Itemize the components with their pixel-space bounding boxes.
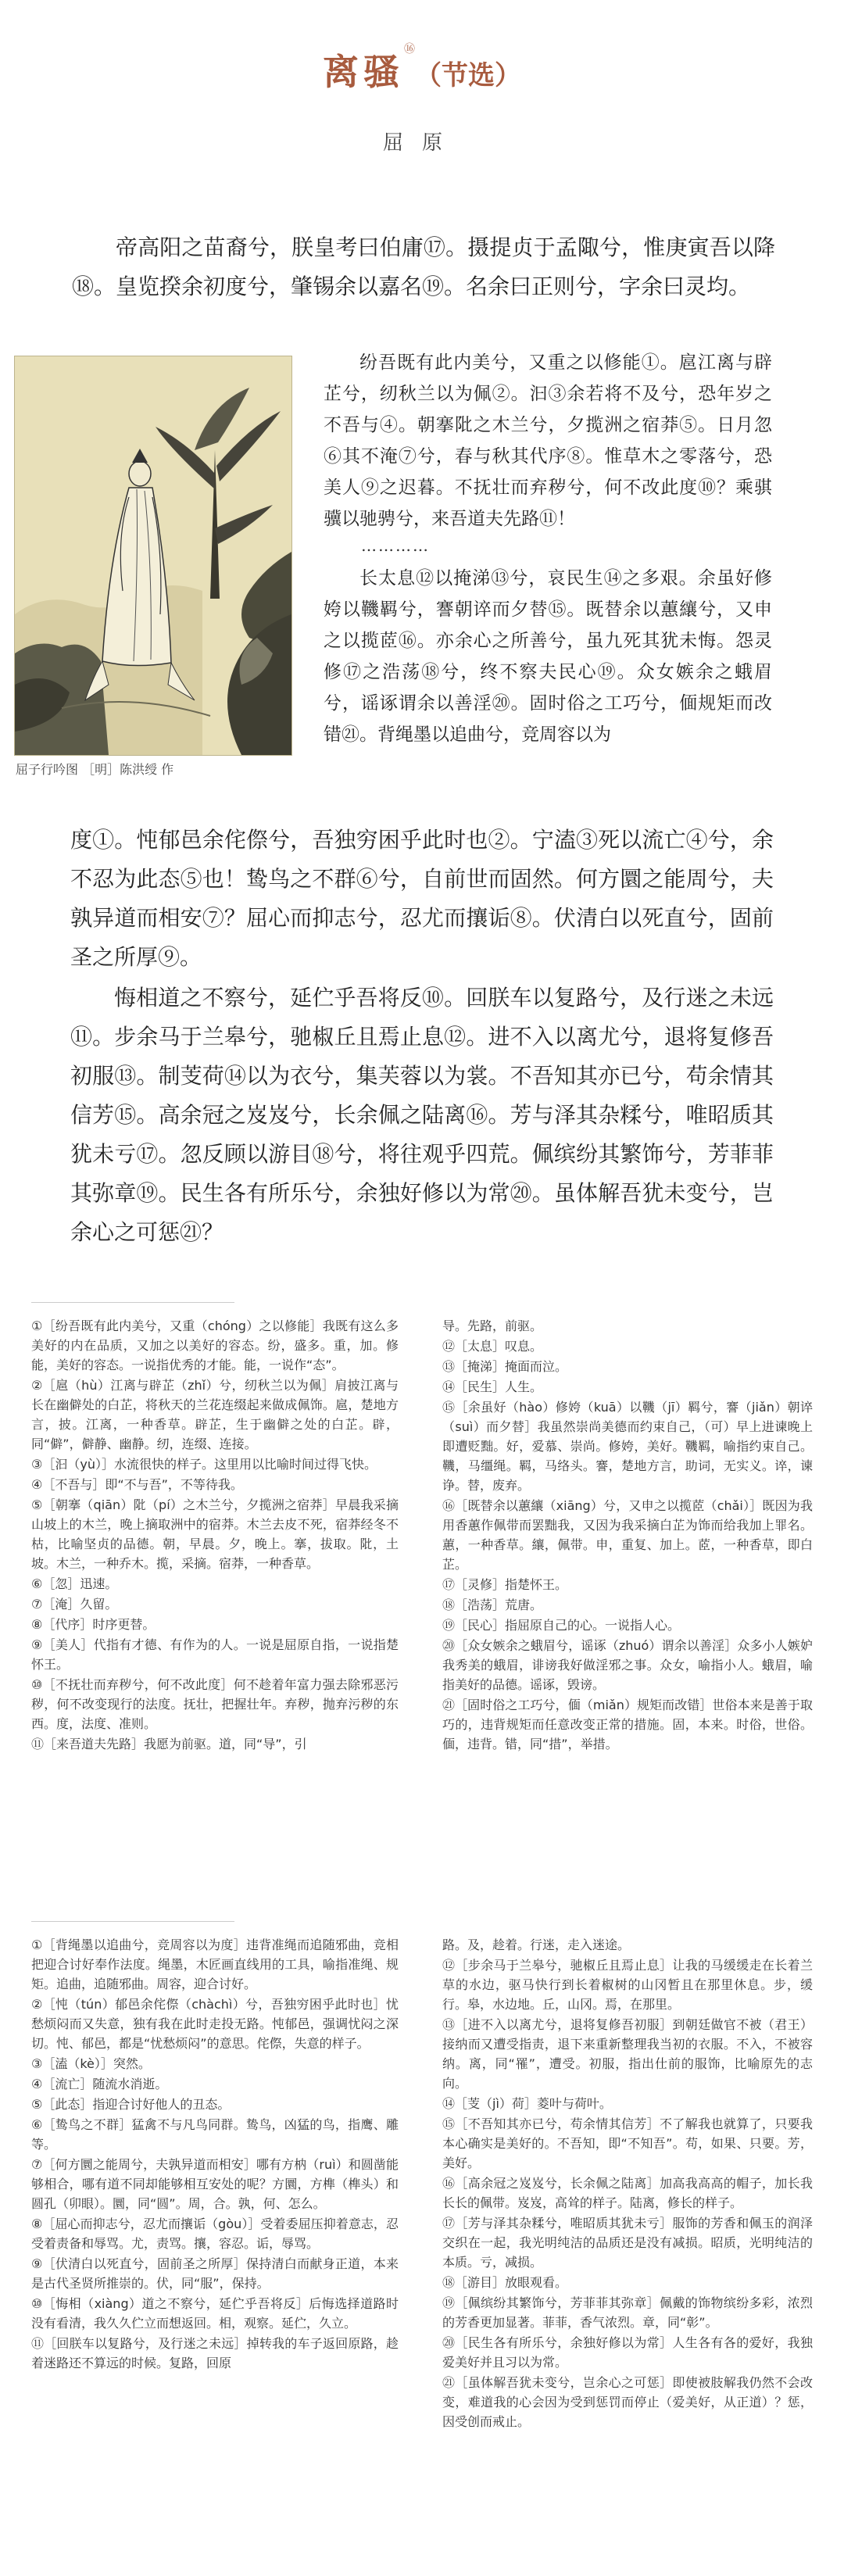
note-item: ⑯［高余冠之岌岌兮，长余佩之陆离］加高我高高的帽子，加长我长长的佩带。岌岌，高耸的样子。陆离，修长的样子。	[442, 2176, 813, 2210]
note-item: ②［扈（hù）江离与辟芷（zhǐ）兮，纫秋兰以为佩］肩披江离与长在幽僻处的白芷，将秋天的兰花连缀起来做成佩饰。扈，楚地方言，披。江离，一种香草。辟芷，生于幽僻之处的白芷。辟，同“僻”，僻静、幽静。纫，连缀、连接。	[31, 1378, 399, 1451]
note-item: ⑥［鸷鸟之不群］猛禽不与凡鸟同群。鸷鸟，凶猛的鸟，指鹰、雕等。	[31, 2117, 399, 2152]
note-item: ⑤［朝搴（qiān）阰（pí）之木兰兮，夕揽洲之宿莽］早晨我采摘山坡上的木兰，晚上摘取洲中的宿莽。木兰去皮不死，宿莽经冬不枯，比喻坚贞的品德。朝，早晨。夕，晚上。搴，拔取。阰，土坡。木兰，一种乔木。揽，采摘。宿莽，一种香草。	[31, 1497, 399, 1571]
note-item: ⑪［来吾道夫先路］我愿为前驱。道，同“导”，引	[31, 1737, 307, 1751]
note-item: ⑩［不抚壮而弃秽兮，何不改此度］何不趁着年富力强去除邪恶污秽，何不改变现行的法度。抚壮，把握壮年。弃秽，抛弃污秽的东西。度，法度、准则。	[31, 1677, 399, 1731]
poem-paragraph-1: 帝高阳之苗裔兮，朕皇考曰伯庸⑰。摄提贞于孟陬兮，惟庚寅吾以降⑱。皇览揆余初度兮，肇锡余以嘉名⑲。名余曰正则兮，字余曰灵均。	[72, 234, 775, 299]
note-item: ①［背绳墨以追曲兮，竞周容以为度］违背准绳而追随邪曲，竞相把迎合讨好奉作法度。绳墨，木匠画直线用的工具，喻指准绳、规矩。追曲，追随邪曲。周容，迎合讨好。	[31, 1937, 399, 1991]
note-item: ③［溘（kè）］突然。	[31, 2056, 151, 2071]
note-item: ⑩［悔相（xiàng）道之不察兮，延伫乎吾将反］后悔选择道路时没有看清，我久久伫立而想返回。相，观察。延伫，久立。	[31, 2296, 399, 2331]
title-main: 离骚	[323, 51, 404, 93]
title-subtitle: （节选）	[415, 60, 521, 91]
notes-1-right	[442, 1316, 813, 1755]
notes-1-left	[31, 1316, 399, 1755]
note-item: ⑭［芰（jì）荷］菱叶与荷叶。	[442, 2096, 612, 2111]
note-item: ④［不吾与］即“不与吾”，不等待我。	[31, 1477, 243, 1492]
note-item: 导。先路，前驱。	[442, 1318, 543, 1333]
note-item: ⑤［此态］指迎合讨好他人的丑态。	[31, 2097, 231, 2112]
note-item: ⑳［民生各有所乐兮，余独好修以为常］人生各有各的爱好，我独爱美好并且习以为常。	[442, 2335, 813, 2370]
note-item: ⑪［回朕车以复路兮，及行迷之未远］掉转我的车子返回原路，趁着迷路还不算远的时候。复路，回原	[31, 2336, 399, 2370]
note-item: ⑦［何方圜之能周兮，夫孰异道而相安］哪有方枘（ruì）和圆凿能够相合，哪有道不同却能够相互安处的呢？方圜，方榫（榫头）和圆孔（卯眼）。圜，同“圆”。周，合。孰，何、怎么。	[31, 2157, 399, 2211]
note-item: ⑭［民生］人生。	[442, 1379, 543, 1394]
note-item: ⑰［灵修］指楚怀王。	[442, 1577, 568, 1592]
illustration-caption: 屈子行吟图 ［明］陈洪绶 作	[16, 762, 174, 777]
qu-yuan-painting-icon	[15, 356, 291, 755]
ellipsis: …………	[361, 536, 430, 555]
notes-2-left	[31, 1935, 399, 2374]
title-note-marker: ⑯	[404, 43, 415, 55]
note-item: ⑥［忽］迅速。	[31, 1576, 118, 1591]
poem-paragraph-3-start: 长太息⑫以掩涕⑬兮，哀民生⑭之多艰。余虽好修姱以鞿羁兮，謇朝谇而夕替⑮。既替余以蕙纕兮，又申之以揽茝⑯。亦余心之所善兮，虽九死其犹未悔。怨灵修⑰之浩荡⑱兮，终不察夫民心⑲。众女嫉余之蛾眉兮，谣诼谓余以善淫⑳。固时俗之工巧兮，偭规矩而改错㉑。背绳墨以追曲兮，竞周容以为	[324, 568, 772, 745]
note-item: ②［忳（tún）郁邑余侘傺（chàchì）兮，吾独穷困乎此时也］忧愁烦闷而又失意，独有我在此时走投无路。忳郁邑，强调忧闷之深切。忳、郁邑，都是“忧愁烦闷”的意思。侘傺，失意的样子。	[31, 1997, 399, 2051]
note-item: ⑬［进不入以离尤兮，退将复修吾初服］到朝廷做官不被（君王）接纳而又遭受指责，退下来重新整理我当初的衣服。不入，不被容纳。离，同“罹”，遭受。初服，指出仕前的服饰，比喻原先的志向。	[442, 2017, 813, 2091]
note-item: 路。及，趁着。行迷，走入迷途。	[442, 1937, 631, 1952]
notes-2-right	[442, 1935, 813, 2432]
note-item: ⑧［屈心而抑志兮，忍尤而攘诟（gòu）］受着委屈压抑着意志，忍受着责备和辱骂。尤，责骂。攘，容忍。诟，辱骂。	[31, 2216, 399, 2251]
note-item: ⑮［余虽好（hào）修姱（kuā）以鞿（jī）羁兮，謇（jiǎn）朝谇（suì）而夕替］我虽然崇尚美德而约束自己，（可）早上进谏晚上即遭贬黜。好，爱慕、崇尚。修姱，美好。鞿羁，喻指约束自己。鞿，马缰绳。羁，马络头。謇，楚地方言，助词，无实义。谇，谏诤。替，废弃。	[442, 1400, 813, 1493]
note-item: ⑬［掩涕］掩面而泣。	[442, 1359, 568, 1374]
note-item: ⑮［不吾知其亦已兮，苟余情其信芳］不了解我也就算了，只要我本心确实是美好的。不吾知，即“不知吾”。苟，如果、只要。芳，美好。	[442, 2116, 813, 2170]
note-item: ⑨［美人］代指有才德、有作为的人。一说是屈原自指，一说指楚怀王。	[31, 1637, 399, 1672]
author-name: 屈原	[382, 131, 461, 155]
note-item: ⑱［浩荡］荒唐。	[442, 1597, 543, 1612]
poem-paragraph-3-cont: 度①。忳郁邑余侘傺兮，吾独穷困乎此时也②。宁溘③死以流亡④兮，余不忍为此态⑤也！鸷鸟之不群⑥兮，自前世而固然。何方圜之能周兮，夫孰异道而相安⑦？屈心而抑志兮，忍尤而攘诟⑧。伏清白以死直兮，固前圣之所厚⑨。	[70, 827, 774, 970]
note-item: ㉑［虽体解吾犹未变兮，岂余心之可惩］即使被肢解我仍然不会改变，难道我的心会因为受到惩罚而停止（爱美好，从正道）？惩，因受创而戒止。	[442, 2375, 813, 2429]
poem-paragraph-4: 悔相道之不察兮，延伫乎吾将反⑩。回朕车以复路兮，及行迷之未远⑪。步余马于兰皋兮，驰椒丘且焉止息⑫。进不入以离尤兮，退将复修吾初服⑬。制芰荷⑭以为衣兮，集芙蓉以为裳。不吾知其亦已兮，苟余情其信芳⑮。高余冠之岌岌兮，长余佩之陆离⑯。芳与泽其杂糅兮，唯昭质其犹未亏⑰。忽反顾以游目⑱兮，将往观乎四荒。佩缤纷其繁饰兮，芳菲菲其弥章⑲。民生各有所乐兮，余独好修以为常⑳。虽体解吾犹未变兮，岂余心之可惩㉑？	[70, 985, 774, 1245]
note-item: ⑨［伏清白以死直兮，固前圣之所厚］保持清白而献身正道，本来是古代圣贤所推崇的。伏，同“服”，保持。	[31, 2256, 399, 2291]
note-item: ①［纷吾既有此内美兮，又重（chóng）之以修能］我既有这么多美好的内在品质，又加之以美好的容态。纷，盛多。重，加。修能，美好的容态。一说指优秀的才能。能，一说作“态”。	[31, 1318, 399, 1372]
note-item: ④［流亡］随流水消逝。	[31, 2077, 168, 2091]
note-item: ⑲［民心］指屈原自己的心。一说指人心。	[442, 1618, 681, 1633]
poem-title	[0, 44, 844, 95]
illustration-qu-yuan	[14, 356, 292, 756]
note-item: ⑯［既替余以蕙纕（xiāng）兮，又申之以揽茝（chǎi）］既因为我用香蕙作佩带而罢黜我，又因为我采摘白芷为饰而给我加上罪名。蕙，一种香草。纕，佩带。申，重复、加上。茝，一种香草，即白芷。	[442, 1498, 813, 1572]
note-item: ⑱［游目］放眼观看。	[442, 2275, 568, 2290]
note-item: ⑰［芳与泽其杂糅兮，唯昭质其犹未亏］服饰的芳香和佩玉的润泽交织在一起，我光明纯洁的品质还是没有减损。昭质，光明纯洁的本质。亏，减损。	[442, 2216, 813, 2270]
notes-divider-2	[31, 1921, 234, 1922]
note-item: ⑳［众女嫉余之蛾眉兮，谣诼（zhuó）谓余以善淫］众多小人嫉妒我秀美的蛾眉，诽谤我好做淫邪之事。众女，喻指小人。蛾眉，喻指美好的品德。谣诼，毁谤。	[442, 1638, 813, 1692]
note-item: ⑲［佩缤纷其繁饰兮，芳菲菲其弥章］佩戴的饰物缤纷多彩，浓烈的芳香更加显著。菲菲，香气浓烈。章，同“彰”。	[442, 2295, 813, 2330]
note-item: ㉑［固时俗之工巧兮，偭（miǎn）规矩而改错］世俗本来是善于取巧的，违背规矩而任意改变正常的措施。固，本来。时俗，世俗。偭，违背。错，同“措”，举措。	[442, 1698, 813, 1751]
note-item: ⑧［代序］时序更替。	[31, 1617, 156, 1632]
note-item: ⑫［太息］叹息。	[442, 1339, 543, 1354]
note-item: ⑦［淹］久留。	[31, 1597, 118, 1612]
note-item: ③［汩（yù）］水流很快的样子。这里用以比喻时间过得飞快。	[31, 1457, 377, 1472]
poem-paragraph-2: 纷吾既有此内美兮，又重之以修能①。扈江离与辟芷兮，纫秋兰以为佩②。汩③余若将不及兮，恐年岁之不吾与④。朝搴阰之木兰兮，夕揽洲之宿莽⑤。日月忽⑥其不淹⑦兮，春与秋其代序⑧。惟草木之零落兮，恐美人⑨之迟暮。不抚壮而弃秽兮，何不改此度⑩？乘骐骥以驰骋兮，来吾道夫先路⑪！	[324, 352, 772, 529]
notes-divider-1	[31, 1302, 234, 1303]
note-item: ⑫［步余马于兰皋兮，驰椒丘且焉止息］让我的马缓缓走在长着兰草的水边，驱马快行到长着椒树的山冈暂且在那里休息。步，缓行。皋，水边地。丘，山冈。焉，在那里。	[442, 1958, 813, 2012]
